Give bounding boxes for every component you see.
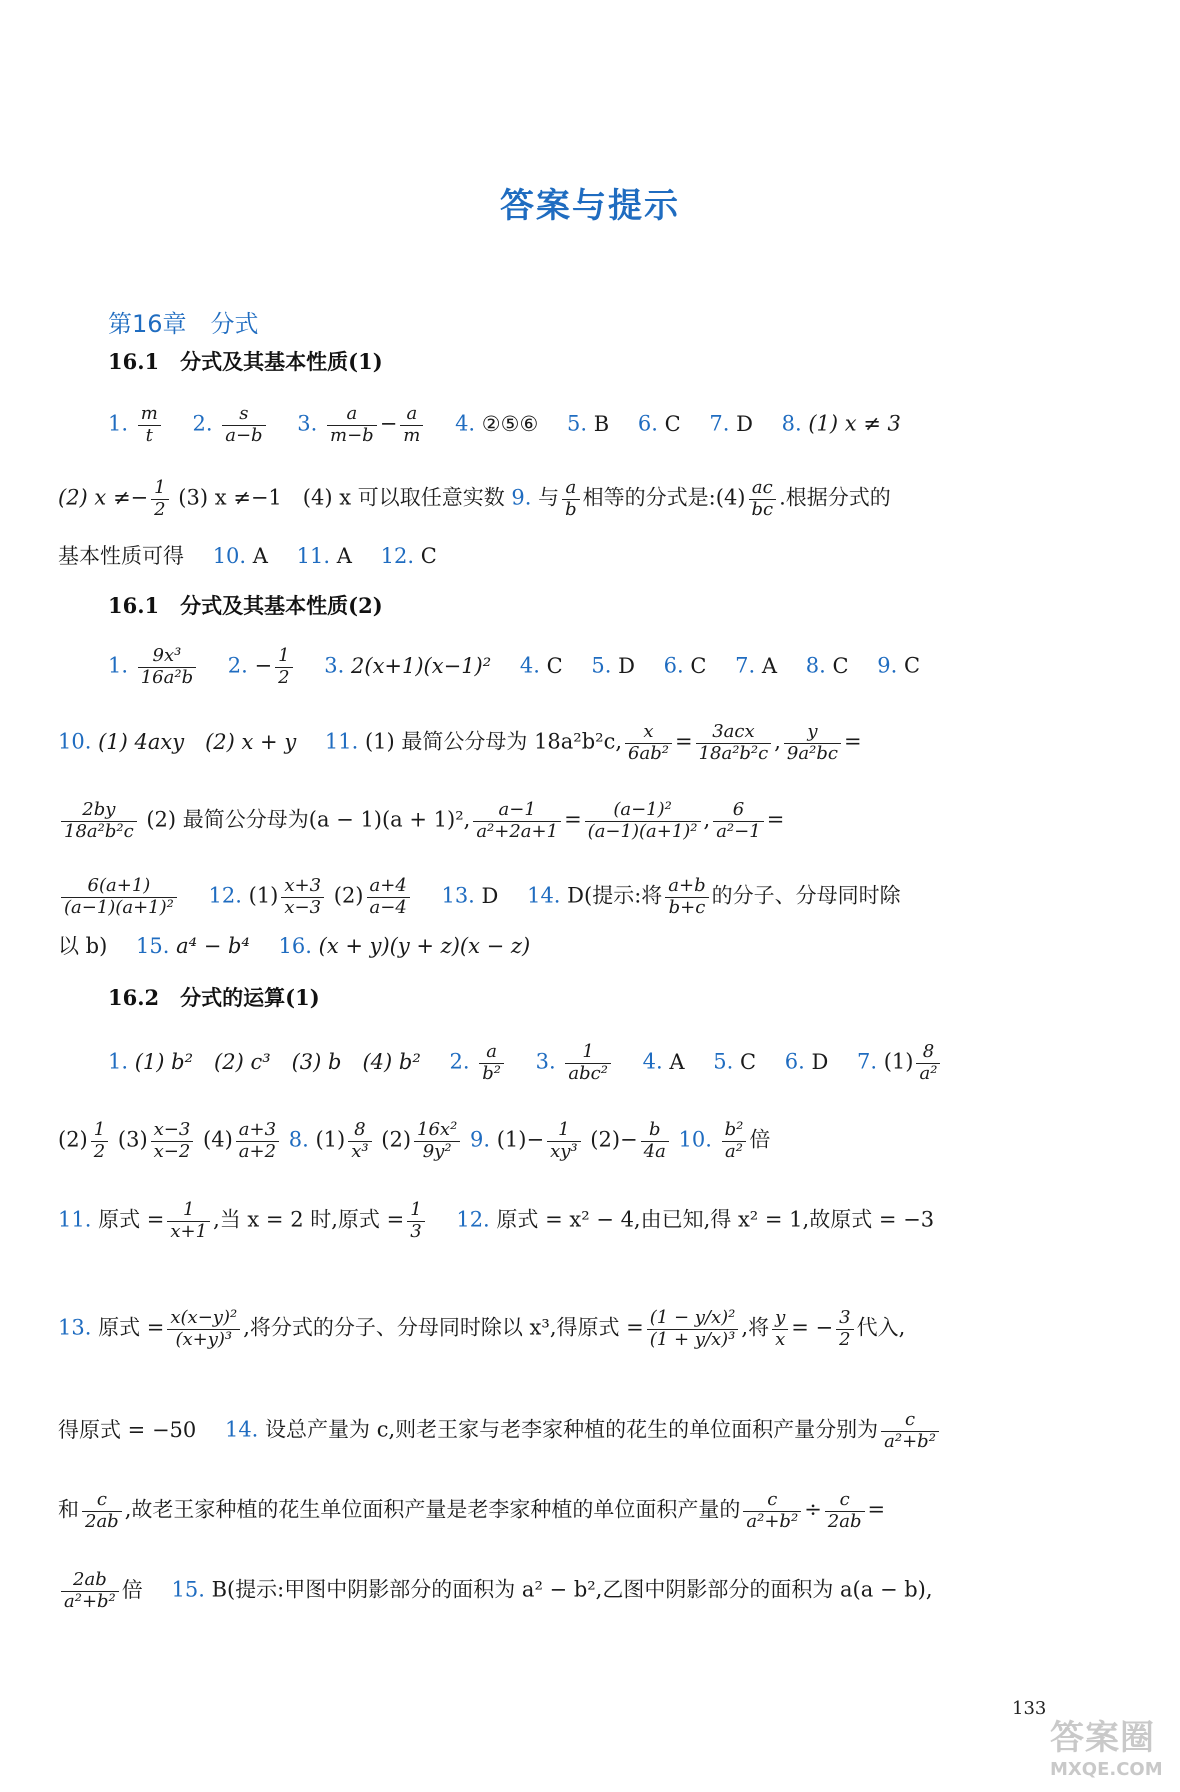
denominator: b² <box>482 1062 501 1084</box>
numerator: 1 <box>565 1042 611 1064</box>
denominator: a−4 <box>369 896 407 918</box>
answer-number: 4. <box>455 411 476 436</box>
answer-number: 11. <box>296 544 331 568</box>
denominator: a²+b² <box>746 1510 799 1532</box>
fraction <box>722 1120 747 1162</box>
denominator: 9y² <box>422 1140 452 1162</box>
answer-number: 16. <box>278 934 312 958</box>
answer-text: A <box>669 1049 685 1074</box>
numerator: 3acx <box>696 722 772 744</box>
fraction <box>562 478 580 520</box>
denominator: a−b <box>225 424 263 446</box>
numerator: 2ab <box>61 1570 119 1592</box>
numerator: 2by <box>61 800 137 822</box>
answer-number: 9. <box>877 653 898 678</box>
page-title: 答案与提示 <box>500 186 680 226</box>
answer-line-7 <box>58 876 1140 918</box>
answer-text: C <box>739 1049 757 1074</box>
answer-text: 原式 = x² − 4,由已知,得 x² = 1,故原式 = −3 <box>496 1207 935 1232</box>
answer-text: = − <box>791 1315 834 1340</box>
answer-line-8 <box>58 936 1140 957</box>
answer-text: (x + y)(y + z)(x − z) <box>318 934 531 958</box>
answer-number: 3. <box>324 653 345 678</box>
answer-number: 4. <box>519 653 540 678</box>
answer-number: 11. <box>324 729 359 754</box>
fraction <box>547 1120 581 1162</box>
answer-text: 相等的分式是:(4) <box>582 485 746 510</box>
answer-number: 1. <box>108 411 129 436</box>
answer-number: 5. <box>591 653 612 678</box>
numerator: 8 <box>348 1120 371 1142</box>
denominator: 18a²b²c <box>64 820 134 842</box>
numerator: x−3 <box>151 1120 194 1142</box>
denominator: (x+y)³ <box>175 1328 233 1350</box>
answer-text: a⁴ − b⁴ <box>176 934 250 958</box>
operator: = <box>564 807 582 832</box>
answer-text: 设总产量为 c,则老王家与老李家种植的花生的单位面积产量分别为 <box>265 1417 879 1442</box>
answer-number: 13. <box>58 1315 92 1340</box>
answer-text: (1) x ≠ 3 <box>808 411 901 436</box>
fraction <box>61 1570 119 1612</box>
operator: = <box>766 807 785 832</box>
answer-number: 10. <box>58 729 92 754</box>
answer-number: 11. <box>58 1207 92 1232</box>
answer-text: 与 <box>538 485 560 510</box>
answer-text: A <box>761 653 778 678</box>
answer-number: 3. <box>535 1049 556 1074</box>
denominator: m <box>403 424 421 446</box>
answer-text: (2) 最简公分母为(a − 1)(a + 1)², <box>146 807 471 832</box>
denominator: a² <box>725 1140 743 1162</box>
answer-number: 6. <box>637 411 658 436</box>
fraction <box>784 722 841 764</box>
answer-text: 原式 = <box>98 1315 165 1340</box>
operator: − <box>379 411 398 436</box>
denominator: x−3 <box>284 896 322 918</box>
answer-line-14 <box>58 1490 1140 1532</box>
answer-text: 倍 <box>121 1577 143 1602</box>
numerator: (1 − y/x)² <box>647 1308 739 1330</box>
numerator: 3 <box>836 1308 853 1330</box>
answer-line-5 <box>58 722 1140 764</box>
section-heading: 16.2 分式的运算(1) <box>108 985 320 1010</box>
answer-text: 得原式 = −50 <box>58 1417 197 1442</box>
denominator: 6ab² <box>628 742 669 764</box>
fraction <box>647 1308 739 1350</box>
answer-number: 12. <box>380 544 414 568</box>
answer-text: C <box>664 411 681 436</box>
answer-text: 的分子、分母同时除 <box>711 883 901 908</box>
numerator: 16x² <box>414 1120 460 1142</box>
answer-number: 2. <box>192 411 213 436</box>
numerator: (a−1)² <box>585 800 701 822</box>
answer-text: ,当 x = 2 时,原式 = <box>213 1207 405 1232</box>
watermark-text: 答案圈 <box>1050 1718 1155 1758</box>
answer-number: 1. <box>108 1049 129 1074</box>
fraction <box>585 800 701 842</box>
fraction <box>61 876 177 918</box>
answer-line-10 <box>58 1120 1140 1162</box>
answer-text: 2(x+1)(x−1)² <box>351 653 492 678</box>
answer-text: (3) x ≠−1 (4) x 可以取任意实数 <box>178 485 505 510</box>
answer-line-3 <box>58 546 1140 567</box>
answer-line-13 <box>58 1410 1140 1452</box>
denominator: abc² <box>568 1062 608 1084</box>
answer-line-12 <box>58 1308 1140 1350</box>
answer-text: ②⑤⑥ <box>481 411 539 436</box>
answer-line-1 <box>108 404 1140 446</box>
denominator: 2 <box>839 1328 851 1350</box>
numerator: y <box>772 1308 788 1330</box>
fraction <box>407 1200 424 1242</box>
numerator: c <box>825 1490 865 1512</box>
answer-number: 14. <box>224 1417 259 1442</box>
fraction <box>327 404 377 446</box>
denominator: x−2 <box>153 1140 191 1162</box>
answer-text: ,故老王家种植的花生单位面积产量是老李家种植的单位面积产量的 <box>124 1497 741 1522</box>
fraction <box>151 1120 194 1162</box>
answer-number: 8. <box>805 653 826 678</box>
answer-number: 1. <box>108 653 129 678</box>
numerator: 1 <box>547 1120 581 1142</box>
operator: = <box>674 729 693 754</box>
numerator: x(x−y)² <box>167 1308 240 1330</box>
answer-number: 5. <box>713 1049 734 1074</box>
answer-text: (3) <box>117 1127 148 1152</box>
answer-text: (1) b² (2) c³ (3) b (4) b² <box>134 1049 421 1074</box>
numerator: x <box>625 722 672 744</box>
fraction <box>916 1042 940 1084</box>
fraction <box>138 404 161 446</box>
answer-number: 9. <box>469 1127 491 1152</box>
numerator: a−1 <box>473 800 561 822</box>
fraction <box>82 1490 122 1532</box>
section-heading: 16.1 分式及其基本性质(1) <box>108 349 383 374</box>
fraction <box>167 1200 210 1242</box>
denominator: x+1 <box>170 1220 208 1242</box>
answer-text: A <box>336 544 352 568</box>
fraction <box>696 722 772 764</box>
numerator: c <box>881 1410 939 1432</box>
answer-text: , <box>774 729 781 754</box>
denominator: 4a <box>643 1140 666 1162</box>
answer-number: 14. <box>527 883 561 908</box>
denominator: m−b <box>330 424 374 446</box>
answer-text: D(提示:将 <box>567 883 663 908</box>
answer-line-6 <box>58 800 1140 842</box>
answer-line-2 <box>58 478 1140 520</box>
denominator: 2 <box>93 1140 106 1162</box>
answer-text: , <box>703 807 711 832</box>
numerator: 1 <box>151 478 168 500</box>
numerator: x+3 <box>281 876 324 898</box>
fraction <box>479 1042 504 1084</box>
answer-text: 原式 = <box>98 1207 165 1232</box>
fraction <box>61 800 137 842</box>
denominator: 2 <box>278 666 290 688</box>
numerator: a+4 <box>367 876 410 898</box>
answer-text: 倍 <box>749 1127 771 1152</box>
fraction <box>665 876 708 918</box>
numerator: c <box>743 1490 801 1512</box>
numerator: 6 <box>713 800 763 822</box>
answer-text: 代入, <box>856 1315 906 1340</box>
denominator: 9a²bc <box>786 742 838 764</box>
denominator: x <box>775 1328 786 1350</box>
numerator: 8 <box>916 1042 940 1064</box>
answer-text: C <box>690 653 707 678</box>
answer-text: D <box>618 653 635 678</box>
numerator: 1 <box>167 1200 210 1222</box>
answer-text: C <box>420 544 437 568</box>
fraction <box>138 646 196 688</box>
answer-text: − <box>254 653 273 678</box>
numerator: a <box>327 404 377 426</box>
answer-number: 13. <box>441 883 475 908</box>
answer-text: 基本性质可得 <box>58 544 184 568</box>
denominator: a²+b² <box>64 1590 116 1612</box>
answer-text: (1) <box>248 883 279 908</box>
fraction <box>151 478 168 520</box>
fraction <box>400 404 423 446</box>
numerator: 1 <box>275 646 292 668</box>
answer-number: 5. <box>566 411 588 436</box>
answer-text: D <box>481 883 499 908</box>
fraction <box>414 1120 460 1162</box>
answer-text: B(提示:甲图中阴影部分的面积为 a² − b²,乙图中阴影部分的面积为 a(a − b), <box>211 1577 933 1602</box>
numerator: 1 <box>91 1120 108 1142</box>
answer-text: ,将 <box>741 1315 770 1340</box>
denominator: (a−1)(a+1)² <box>64 896 174 918</box>
denominator: t <box>145 424 153 446</box>
answer-text: (4) <box>203 1127 233 1152</box>
answer-number: 15. <box>171 1577 205 1602</box>
answer-text: ,将分式的分子、分母同时除以 x³,得原式 = <box>243 1315 644 1340</box>
fraction <box>275 646 292 688</box>
answer-text: 和 <box>58 1497 79 1522</box>
denominator: bc <box>751 498 774 520</box>
fraction <box>836 1308 853 1350</box>
answer-number: 7. <box>709 411 730 436</box>
numerator: a+3 <box>236 1120 279 1142</box>
numerator: a <box>562 478 580 500</box>
fraction <box>473 800 561 842</box>
answer-line-4 <box>108 646 1140 688</box>
denominator: xy³ <box>550 1140 578 1162</box>
answer-text: (1) <box>883 1049 914 1074</box>
operator: = <box>867 1497 886 1522</box>
watermark-url: MXQE.COM <box>1050 1759 1163 1780</box>
denominator: (1 + y/x)³ <box>649 1328 736 1350</box>
answer-line-15 <box>58 1570 1140 1612</box>
denominator: 18a²b²c <box>698 742 769 764</box>
answer-text: D <box>736 411 753 436</box>
denominator: a²+2a+1 <box>476 820 559 842</box>
answer-number: 2. <box>227 653 248 678</box>
answer-number: 12. <box>208 883 242 908</box>
fraction <box>749 478 777 520</box>
fraction <box>222 404 265 446</box>
answer-text: C <box>832 653 849 678</box>
answer-text: 以 b) <box>58 934 108 958</box>
watermark-logo <box>1050 1710 1170 1782</box>
answer-number: 6. <box>663 653 684 678</box>
page-number: 133 <box>1012 1698 1047 1719</box>
fraction <box>91 1120 108 1162</box>
numerator: 1 <box>407 1200 424 1222</box>
denominator: a²−1 <box>716 820 761 842</box>
denominator: a+2 <box>238 1140 277 1162</box>
answer-number: 8. <box>781 411 802 436</box>
numerator: y <box>784 722 841 744</box>
answer-number: 9. <box>511 485 532 510</box>
denominator: 2ab <box>85 1510 119 1532</box>
answer-line-11 <box>58 1200 1140 1242</box>
fraction <box>167 1308 240 1350</box>
answer-text: B <box>593 411 610 436</box>
numerator: 9x³ <box>138 646 196 668</box>
numerator: a+b <box>665 876 708 898</box>
answer-text: A <box>252 544 268 568</box>
operator: = <box>843 729 862 754</box>
fraction <box>625 722 672 764</box>
fraction <box>367 876 410 918</box>
answer-number: 2. <box>449 1049 470 1074</box>
numerator: 6(a+1) <box>61 876 177 898</box>
answer-number: 6. <box>784 1049 805 1074</box>
section-heading: 16.1 分式及其基本性质(2) <box>108 593 383 618</box>
denominator: a²+b² <box>884 1430 936 1452</box>
answer-text: (1) 4axy (2) x + y <box>98 729 297 754</box>
denominator: b <box>565 498 577 520</box>
fraction <box>565 1042 611 1084</box>
numerator: a <box>479 1042 504 1064</box>
answer-line-9 <box>108 1042 1140 1084</box>
fraction <box>713 800 763 842</box>
answer-text: C <box>903 653 921 678</box>
fraction <box>772 1308 788 1350</box>
numerator: b² <box>722 1120 747 1142</box>
numerator: b <box>641 1120 669 1142</box>
numerator: ac <box>749 478 777 500</box>
answer-number: 12. <box>456 1207 490 1232</box>
answer-number: 10. <box>212 544 247 568</box>
answer-text: (2) <box>381 1127 412 1152</box>
fraction <box>348 1120 371 1162</box>
answer-text: D <box>811 1049 829 1074</box>
answer-text: (1) <box>315 1127 346 1152</box>
answer-text: (2) <box>58 1127 88 1152</box>
denominator: 2ab <box>827 1510 862 1532</box>
answer-text: (2) x ≠− <box>58 485 149 510</box>
answer-number: 4. <box>642 1049 663 1074</box>
chapter-heading: 第16章 分式 <box>108 310 259 338</box>
denominator: (a−1)(a+1)² <box>587 820 698 842</box>
fraction <box>236 1120 279 1162</box>
numerator: c <box>82 1490 122 1512</box>
fraction <box>825 1490 865 1532</box>
fraction <box>881 1410 939 1452</box>
fraction <box>743 1490 801 1532</box>
denominator: 3 <box>410 1220 422 1242</box>
fraction <box>641 1120 669 1162</box>
answer-text: C <box>546 653 563 678</box>
answer-text: .根据分式的 <box>779 485 891 510</box>
operator: ÷ <box>804 1497 822 1522</box>
numerator: m <box>138 404 161 426</box>
numerator: s <box>222 404 265 426</box>
answer-text: (2)− <box>590 1127 638 1152</box>
denominator: 16a²b <box>140 666 194 688</box>
denominator: a² <box>919 1062 938 1084</box>
answer-number: 7. <box>856 1049 878 1074</box>
numerator: a <box>400 404 423 426</box>
answer-text: (1)− <box>496 1127 545 1152</box>
answer-text: (1) 最简公分母为 18a²b²c, <box>364 729 623 754</box>
fraction <box>281 876 324 918</box>
denominator: 2 <box>154 498 166 520</box>
answer-text: (2) <box>333 883 364 908</box>
answer-number: 10. <box>678 1127 712 1152</box>
answer-number: 8. <box>288 1127 309 1152</box>
denominator: x³ <box>351 1140 369 1162</box>
denominator: b+c <box>668 896 706 918</box>
answer-number: 15. <box>136 934 170 958</box>
answer-number: 7. <box>735 653 756 678</box>
answer-number: 3. <box>297 411 318 436</box>
